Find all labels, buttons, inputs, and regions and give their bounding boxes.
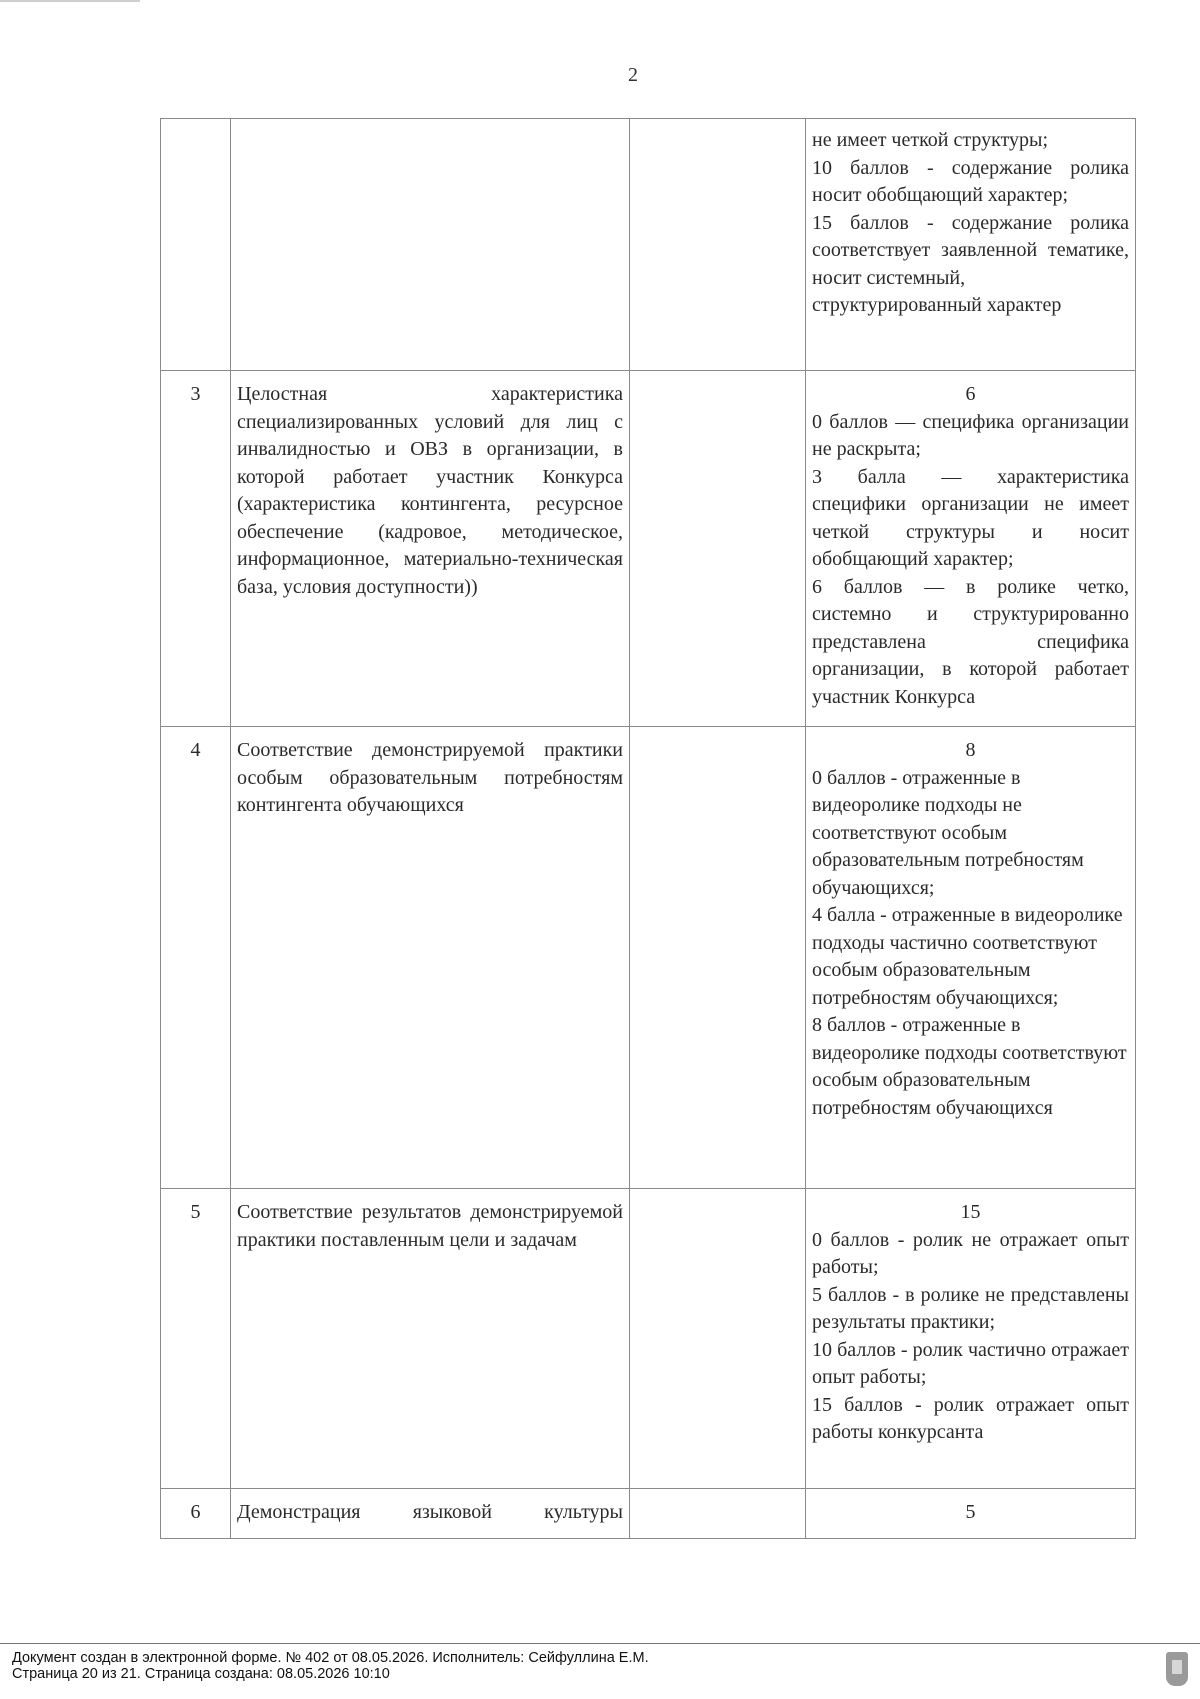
score-description: 15 баллов - ролик отражает опыт работы конкурсанта <box>812 1393 1129 1443</box>
score-cell <box>806 371 1136 727</box>
max-score: 6 <box>965 383 976 405</box>
criteria-table <box>160 118 1136 1539</box>
empty-cell <box>630 1189 806 1489</box>
score-cell <box>806 119 1136 371</box>
max-score: 15 <box>960 1201 981 1223</box>
criterion-cell: Демонстрация языковой культуры <box>231 1489 630 1539</box>
score-cell <box>806 1189 1136 1489</box>
score-description: структурированный характер <box>812 294 1062 316</box>
row-number: 4 <box>161 727 231 1189</box>
score-description: 8 баллов - отраженные в видеоролике подходы соответствуют особым образовательным потребностям обучающихся <box>812 1014 1127 1119</box>
document-footer <box>0 1643 1200 1699</box>
row-number <box>161 119 231 371</box>
max-score: 8 <box>965 739 976 761</box>
score-description: 5 баллов - в ролике не представлены результаты практики; <box>812 1283 1129 1333</box>
score-description: 3 балла — характеристика специфики организации не имеет четкой структуры и носит обобщающий характер; <box>812 465 1129 570</box>
score-description: 0 баллов - ролик не отражает опыт работы; <box>812 1228 1129 1278</box>
table-row <box>161 371 1136 727</box>
max-score: 5 <box>965 1501 976 1523</box>
table-row <box>161 119 1136 371</box>
table-row <box>161 1489 1136 1539</box>
empty-cell <box>630 119 806 371</box>
criterion-cell <box>231 119 630 371</box>
row-number: 5 <box>161 1189 231 1489</box>
score-description: 0 баллов - отраженные в видеоролике подходы не соответствуют особым образовательным потребностям обучающихся; <box>812 766 1084 899</box>
empty-cell <box>630 371 806 727</box>
row-number: 6 <box>161 1489 231 1539</box>
scan-edge-mark <box>0 0 140 2</box>
score-description: 6 баллов — в ролике четко, системно и структурированно представлена специфика организации, в которой работает участник Конкурса <box>812 575 1129 708</box>
empty-cell <box>630 727 806 1189</box>
footer-line-page: Страница 20 из 21. Страница создана: 08.05.2026 10:10 <box>12 1666 390 1682</box>
score-cell <box>806 727 1136 1189</box>
criterion-cell: Соответствие демонстрируемой практики особым образовательным потребностям контингента обучающихся <box>231 727 630 1189</box>
criterion-cell: Целостная характеристика специализированных условий для лиц с инвалидностью и ОВЗ в организации, в которой работает участник Конкурса (характеристика контингента, ресурсное обеспечение (кадровое, методическое, информационное, материально-техническая база, условия доступности)) <box>231 371 630 727</box>
score-description: 4 балла - отраженные в видеоролике подходы частично соответствуют особым образовательным потребностям обучающихся; <box>812 904 1123 1009</box>
table-row <box>161 727 1136 1189</box>
score-description: 10 баллов - ролик частично отражает опыт работы; <box>812 1338 1129 1388</box>
footer-text <box>12 1650 649 1682</box>
empty-cell <box>630 1489 806 1539</box>
score-description: 15 баллов - содержание ролика соответствует заявленной тематике, носит системный, <box>812 211 1129 289</box>
criterion-cell: Соответствие результатов демонстрируемой практики поставленным цели и задачам <box>231 1189 630 1489</box>
table-row <box>161 1189 1136 1489</box>
footer-line-document: Документ создан в электронной форме. № 402 от 08.05.2026. Исполнитель: Сейфуллина Е.М. <box>12 1650 649 1666</box>
score-description: 10 баллов - содержание ролика носит обобщающий характер; <box>812 156 1129 206</box>
page-number: 2 <box>628 64 638 86</box>
row-number: 3 <box>161 371 231 727</box>
score-cell <box>806 1489 1136 1539</box>
score-description: не имеет четкой структуры; <box>812 129 1049 151</box>
score-description: 0 баллов — специфика организации не раскрыта; <box>812 410 1129 460</box>
coat-of-arms-icon <box>1166 1652 1188 1686</box>
